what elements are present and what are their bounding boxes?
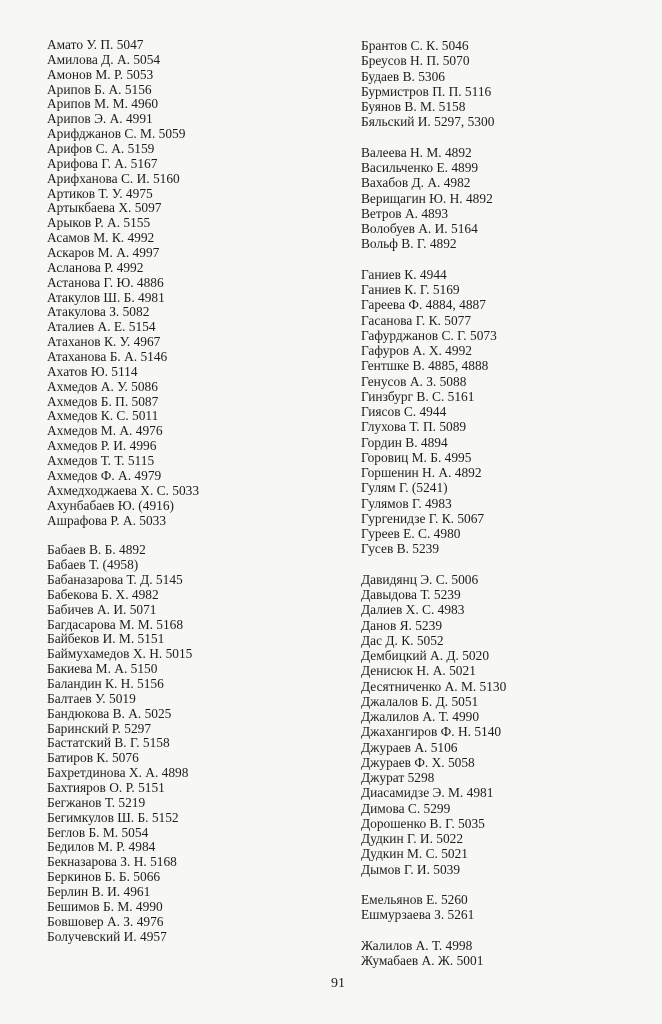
index-entry: Васильченко Е. 4899 bbox=[361, 160, 479, 175]
index-entry: Багдасарова М. М. 5168 bbox=[47, 616, 184, 632]
index-entry: Бахтияров О. Р. 5151 bbox=[47, 779, 165, 795]
index-entry: Ганиев К. 4944 bbox=[361, 266, 447, 282]
index-entry: Емельянов Е. 5260 bbox=[361, 892, 468, 907]
index-entry: Джахангиров Ф. Н. 5140 bbox=[361, 724, 502, 740]
index-entry: Десятниченко А. М. 5130 bbox=[361, 678, 507, 694]
index-entry: Жумабаев А. Ж. 5001 bbox=[361, 953, 484, 968]
index-entry: Бастатский В. Г. 5158 bbox=[47, 735, 170, 751]
index-entry: Бабаназарова Т. Д. 5145 bbox=[47, 571, 183, 587]
index-entry: Балтаев У. 5019 bbox=[47, 690, 136, 706]
index-entry: Бакиева М. А. 5150 bbox=[47, 661, 158, 677]
index-entry: Ветров А. 4893 bbox=[361, 205, 449, 221]
index-entry: Верищагин Ю. Н. 4892 bbox=[361, 190, 493, 206]
index-entry: Арифханова С. И. 5160 bbox=[47, 170, 180, 186]
index-entry: Асамов М. К. 4992 bbox=[47, 230, 155, 246]
index-entry: Атакулов Ш. Б. 4981 bbox=[47, 289, 165, 305]
index-entry: Баймухамедов Х. Н. 5015 bbox=[47, 646, 193, 662]
index-entry: Арыков Р. А. 5155 bbox=[47, 215, 151, 231]
index-entry: Валеева Н. М. 4892 bbox=[361, 144, 472, 160]
index-entry: Беглов Б. М. 5054 bbox=[47, 824, 149, 840]
index-entry: Амато У. П. 5047 bbox=[47, 37, 144, 52]
index-entry: Будаев В. 5306 bbox=[361, 68, 445, 84]
index-entry: Ахмедов Т. Т. 5115 bbox=[47, 453, 155, 469]
index-entry: Бабичев А. И. 5071 bbox=[47, 601, 157, 617]
index-entry: Дембицкий А. Д. 5020 bbox=[361, 648, 490, 663]
letter-group-Ж bbox=[361, 938, 506, 969]
index-entry: Джураев Ф. Х. 5058 bbox=[361, 754, 475, 770]
index-entry: Бахретдинова Х. А. 4898 bbox=[47, 765, 189, 781]
index-entry: Артиков Т. У. 4975 bbox=[47, 185, 153, 201]
index-entry: Арипов М. М. 4960 bbox=[47, 96, 159, 112]
index-entry: Вольф В. Г. 4892 bbox=[361, 236, 457, 252]
letter-group-Б bbox=[47, 543, 199, 944]
index-entry: Болучевский И. 4957 bbox=[47, 928, 167, 944]
group-spacer bbox=[361, 923, 506, 938]
index-column-left bbox=[47, 38, 199, 944]
index-entry: Ахмедов К. С. 5011 bbox=[47, 408, 159, 424]
index-entry: Брантов С. К. 5046 bbox=[361, 38, 469, 53]
index-entry: Дудкин Г. И. 5022 bbox=[361, 831, 464, 846]
index-entry: Гиясов С. 4944 bbox=[361, 404, 447, 419]
index-entry: Джалилов А. Т. 4990 bbox=[361, 709, 480, 724]
index-entry: Гентшке В. 4885, 4888 bbox=[361, 358, 489, 374]
index-entry: Ахатов Ю. 5114 bbox=[47, 363, 138, 379]
index-entry: Буянов В. М. 5158 bbox=[361, 99, 466, 114]
index-entry: Амилова Д. А. 5054 bbox=[47, 51, 161, 67]
index-entry: Дас Д. К. 5052 bbox=[361, 632, 444, 648]
index-entry: Дудкин М. С. 5021 bbox=[361, 846, 468, 862]
index-entry: Гинзбург В. С. 5161 bbox=[361, 388, 475, 404]
index-entry: Бабаев Т. (4958) bbox=[47, 557, 139, 573]
letter-group-В bbox=[361, 145, 506, 252]
group-spacer bbox=[361, 252, 506, 267]
index-entry: Джалалов Б. Д. 5051 bbox=[361, 693, 479, 709]
index-entry: Гуреев Е. С. 4980 bbox=[361, 526, 461, 541]
index-entry: Ахунбабаев Ю. (4916) bbox=[47, 497, 175, 513]
index-entry: Ахмедов М. А. 4976 bbox=[47, 423, 163, 439]
index-entry: Бовшовер А. З. 4976 bbox=[47, 913, 164, 929]
index-entry: Гафурджанов С. Г. 5073 bbox=[361, 327, 497, 343]
index-entry: Артыкбаева Х. 5097 bbox=[47, 200, 162, 216]
group-spacer bbox=[361, 877, 506, 892]
index-entry: Глухова Т. П. 5089 bbox=[361, 419, 467, 435]
index-entry: Вахабов Д. А. 4982 bbox=[361, 175, 471, 191]
index-entry: Данов Я. 5239 bbox=[361, 617, 443, 633]
index-entry: Денисюк Н. А. 5021 bbox=[361, 663, 476, 679]
index-entry: Волобуев А. И. 5164 bbox=[361, 221, 478, 236]
index-entry: Арипов Б. А. 5156 bbox=[47, 81, 152, 97]
letter-group-Б bbox=[361, 38, 506, 130]
index-entry: Гасанова Г. К. 5077 bbox=[361, 312, 472, 328]
index-entry: Баринский Р. 5297 bbox=[47, 720, 152, 736]
index-entry: Джураев А. 5106 bbox=[361, 739, 458, 755]
index-entry: Батиров К. 5076 bbox=[47, 750, 139, 766]
index-entry: Давыдова Т. 5239 bbox=[361, 587, 461, 602]
letter-group-Д bbox=[361, 572, 506, 877]
index-entry: Астанова Г. Ю. 4886 bbox=[47, 274, 164, 290]
index-entry: Баландин К. Н. 5156 bbox=[47, 675, 164, 691]
index-entry: Арипов Э. А. 4991 bbox=[47, 111, 153, 127]
index-entry: Давидянц Э. С. 5006 bbox=[361, 571, 479, 587]
index-entry: Ахмедов Б. П. 5087 bbox=[47, 393, 159, 409]
index-entry: Дорошенко В. Г. 5035 bbox=[361, 815, 485, 831]
index-entry: Бабекова Б. Х. 4982 bbox=[47, 586, 159, 602]
index-entry: Беркинов Б. Б. 5066 bbox=[47, 869, 161, 885]
index-entry: Горшенин Н. А. 4892 bbox=[361, 465, 482, 480]
index-entry: Атаханова Б. А. 5146 bbox=[47, 349, 168, 365]
index-entry: Ахмедов Р. И. 4996 bbox=[47, 438, 157, 454]
index-entry: Гусев В. 5239 bbox=[361, 541, 440, 557]
index-entry: Атаханов К. У. 4967 bbox=[47, 334, 161, 350]
index-entry: Бреусов Н. П. 5070 bbox=[361, 53, 470, 69]
index-entry: Бедилов М. Р. 4984 bbox=[47, 839, 156, 855]
index-entry: Аталиев А. Е. 5154 bbox=[47, 319, 156, 335]
index-entry: Асланова Р. 4992 bbox=[47, 259, 144, 275]
group-spacer bbox=[361, 557, 506, 572]
page-number: 91 bbox=[331, 976, 345, 991]
index-entry: Гулямов Г. 4983 bbox=[361, 495, 452, 511]
index-entry: Диасамидзе Э. М. 4981 bbox=[361, 785, 494, 801]
index-entry: Бекназарова З. Н. 5168 bbox=[47, 854, 177, 870]
index-entry: Бешимов Б. М. 4990 bbox=[47, 898, 163, 914]
index-entry: Бандюкова В. А. 5025 bbox=[47, 705, 172, 721]
index-entry: Бегимкулов Ш. Б. 5152 bbox=[47, 809, 179, 825]
index-entry: Гулям Г. (5241) bbox=[361, 480, 448, 496]
index-entry: Горовиц М. Б. 4995 bbox=[361, 449, 472, 465]
index-entry: Бяльский И. 5297, 5300 bbox=[361, 114, 495, 130]
index-entry: Берлин В. И. 4961 bbox=[47, 883, 151, 899]
index-entry: Атакулова З. 5082 bbox=[47, 304, 150, 320]
index-entry: Жалилов А. Т. 4998 bbox=[361, 937, 473, 953]
index-entry: Ганиев К. Г. 5169 bbox=[361, 282, 460, 297]
index-entry: Бабаев В. Б. 4892 bbox=[47, 542, 146, 558]
index-entry: Генусов А. З. 5088 bbox=[361, 373, 467, 389]
index-entry: Бурмистров П. П. 5116 bbox=[361, 83, 492, 99]
index-entry: Джурат 5298 bbox=[361, 770, 435, 785]
index-entry: Гордин В. 4894 bbox=[361, 434, 448, 450]
index-entry: Дымов Г. И. 5039 bbox=[361, 861, 461, 877]
index-entry: Ешмурзаева З. 5261 bbox=[361, 907, 475, 923]
index-entry: Ахмедходжаева Х. С. 5033 bbox=[47, 482, 200, 498]
letter-group-Г bbox=[361, 267, 506, 557]
letter-group-Е bbox=[361, 892, 506, 923]
index-entry: Арифов С. А. 5159 bbox=[47, 141, 155, 157]
index-entry: Амонов М. Р. 5053 bbox=[47, 66, 154, 82]
index-entry: Гареева Ф. 4884, 4887 bbox=[361, 297, 486, 313]
index-entry: Бегжанов Т. 5219 bbox=[47, 794, 146, 810]
index-entry: Ахмедов А. У. 5086 bbox=[47, 378, 158, 394]
index-column-right bbox=[361, 38, 506, 968]
index-entry: Димова С. 5299 bbox=[361, 800, 451, 816]
index-entry: Гафуров А. Х. 4992 bbox=[361, 343, 472, 358]
index-entry: Гургенидзе Г. К. 5067 bbox=[361, 510, 485, 526]
index-entry: Ахмедов Ф. А. 4979 bbox=[47, 467, 162, 483]
group-spacer bbox=[47, 528, 199, 543]
index-entry: Байбеков И. М. 5151 bbox=[47, 631, 165, 647]
index-entry: Арифджанов С. М. 5059 bbox=[47, 126, 186, 142]
index-entry: Далиев Х. С. 4983 bbox=[361, 602, 465, 618]
letter-group-А bbox=[47, 38, 199, 528]
index-entry: Ашрафова Р. А. 5033 bbox=[47, 512, 167, 528]
index-entry: Арифова Г. А. 5167 bbox=[47, 155, 158, 171]
group-spacer bbox=[361, 130, 506, 145]
index-entry: Аскаров М. А. 4997 bbox=[47, 245, 160, 261]
